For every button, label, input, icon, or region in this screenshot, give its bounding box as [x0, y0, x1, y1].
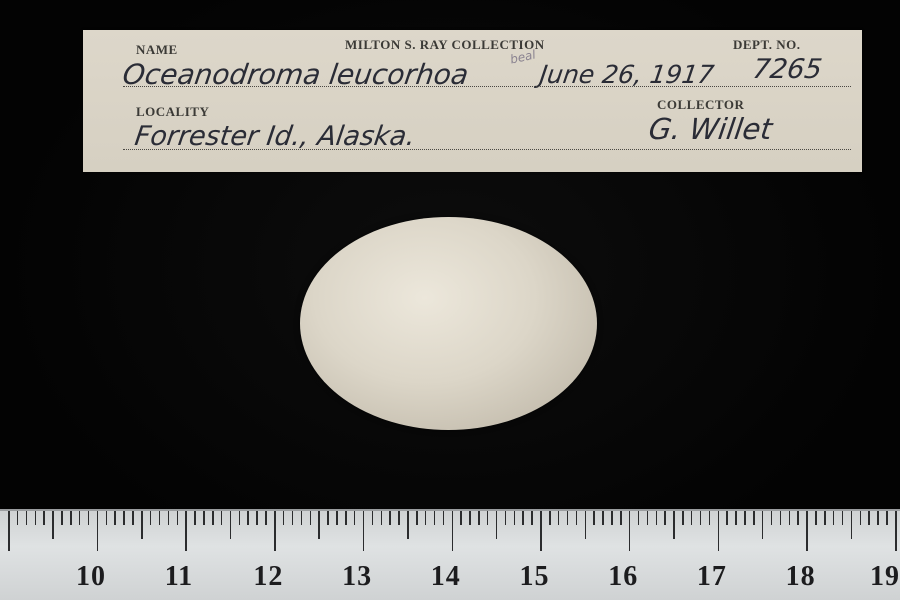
- ruler-tick: [443, 511, 445, 525]
- ruler-tick: [185, 511, 187, 551]
- collection-heading: MILTON S. RAY COLLECTION: [345, 37, 545, 52]
- ruler-number: 19: [870, 561, 900, 592]
- ruler-tick: [203, 511, 205, 525]
- ruler-tick: [398, 511, 400, 525]
- ruler-number: 17: [696, 561, 727, 592]
- ruler-tick: [691, 511, 693, 525]
- ruler-tick: [141, 511, 143, 539]
- ruler-tick: [97, 511, 99, 551]
- ruler-tick: [265, 511, 267, 525]
- ruler-tick: [771, 511, 773, 525]
- ruler-tick: [460, 511, 462, 525]
- ruler-tick: [505, 511, 507, 525]
- ruler-tick: [212, 511, 214, 525]
- ruler-tick: [656, 511, 658, 525]
- ruler-tick: [159, 511, 161, 525]
- ruler-tick: [434, 511, 436, 525]
- ruler-tick: [709, 511, 711, 525]
- ruler-tick: [700, 511, 702, 525]
- ruler-tick: [79, 511, 81, 525]
- collector-heading: COLLECTOR: [657, 97, 745, 112]
- dept-number: 7265: [750, 54, 824, 85]
- ruler-tick: [283, 511, 285, 525]
- ruler-tick: [256, 511, 258, 525]
- ruler-tick: [372, 511, 374, 525]
- ruler-tick: [780, 511, 782, 525]
- ruler-tick: [177, 511, 179, 525]
- ruler-tick: [230, 511, 232, 539]
- ruler-tick: [26, 511, 28, 525]
- ruler-tick: [301, 511, 303, 525]
- ruler-tick: [833, 511, 835, 525]
- ruler-tick: [389, 511, 391, 525]
- ruler-tick: [35, 511, 37, 525]
- ruler-tick: [540, 511, 542, 551]
- ruler-tick: [8, 511, 10, 551]
- ruler-tick: [43, 511, 45, 525]
- ruler-number: 16: [608, 561, 639, 592]
- ruler-number: 15: [519, 561, 550, 592]
- ruler-tick: [673, 511, 675, 539]
- ruler-number: 11: [164, 561, 194, 592]
- ruler-tick: [318, 511, 320, 539]
- ruler-tick: [567, 511, 569, 525]
- ruler-tick: [52, 511, 54, 539]
- ruler-tick: [531, 511, 533, 525]
- ruler-tick: [114, 511, 116, 525]
- ruler-tick: [274, 511, 276, 551]
- ruler-tick: [70, 511, 72, 525]
- ruler-tick: [744, 511, 746, 525]
- ruler-tick: [336, 511, 338, 525]
- ruler-tick: [132, 511, 134, 525]
- ruler-tick: [469, 511, 471, 525]
- ruler-tick: [585, 511, 587, 539]
- ruler-tick: [514, 511, 516, 525]
- ruler-tick: [824, 511, 826, 525]
- ruler-number: 13: [342, 561, 373, 592]
- ruler-number: 12: [253, 561, 284, 592]
- ruler-tick: [797, 511, 799, 525]
- collection-date: June 26, 1917: [537, 60, 716, 89]
- ruler-tick: [239, 511, 241, 525]
- ruler-tick: [602, 511, 604, 525]
- ruler-tick: [762, 511, 764, 539]
- ruler-tick: [247, 511, 249, 525]
- ruler-tick: [868, 511, 870, 525]
- ruler-tick: [558, 511, 560, 525]
- locality-dotted-line: [123, 149, 851, 150]
- specimen-label-card: [83, 30, 862, 172]
- measurement-ruler: [0, 509, 900, 600]
- ruler-tick: [789, 511, 791, 525]
- dept-heading: DEPT. NO.: [733, 37, 801, 52]
- ruler-number: 18: [785, 561, 816, 592]
- ruler-tick: [416, 511, 418, 525]
- ruler-tick: [61, 511, 63, 525]
- ruler-tick: [682, 511, 684, 525]
- ruler-tick: [327, 511, 329, 525]
- ruler-tick: [407, 511, 409, 539]
- ruler-tick: [726, 511, 728, 525]
- ruler-tick: [487, 511, 489, 525]
- ruler-tick: [815, 511, 817, 525]
- ruler-tick: [851, 511, 853, 539]
- ruler-tick: [593, 511, 595, 525]
- ruler-tick: [292, 511, 294, 525]
- collector-value: G. Willet: [646, 112, 775, 146]
- ruler-number: 14: [430, 561, 461, 592]
- ruler-tick: [345, 511, 347, 525]
- ruler-tick: [620, 511, 622, 525]
- locality-value: Forrester Id., Alaska.: [132, 121, 418, 152]
- name-dotted-line: [123, 86, 851, 87]
- ruler-number: 10: [76, 561, 106, 592]
- ruler-tick: [522, 511, 524, 525]
- ruler-tick: [425, 511, 427, 525]
- ruler-tick: [310, 511, 312, 525]
- ruler-tick: [806, 511, 808, 551]
- ruler-tick: [576, 511, 578, 525]
- ruler-tick: [354, 511, 356, 525]
- ruler-tick: [363, 511, 365, 551]
- ruler-tick: [895, 511, 897, 551]
- ruler-tick: [88, 511, 90, 525]
- ruler-tick: [611, 511, 613, 525]
- ruler-tick: [106, 511, 108, 525]
- name-heading: NAME: [136, 42, 178, 57]
- ruler-tick: [496, 511, 498, 539]
- ruler-tick: [629, 511, 631, 551]
- egg-specimen: [300, 217, 597, 430]
- ruler-tick: [718, 511, 720, 551]
- ruler-tick: [221, 511, 223, 525]
- ruler-tick: [549, 511, 551, 525]
- ruler-tick: [381, 511, 383, 525]
- ruler-tick: [17, 511, 19, 525]
- locality-heading: LOCALITY: [136, 104, 210, 119]
- ruler-tick: [860, 511, 862, 525]
- ruler-tick: [877, 511, 879, 525]
- ruler-tick: [150, 511, 152, 525]
- ruler-tick: [123, 511, 125, 525]
- ruler-tick: [735, 511, 737, 525]
- ruler-tick: [664, 511, 666, 525]
- ruler-tick: [478, 511, 480, 525]
- species-name: Oceanodroma leucorhoa: [120, 58, 471, 91]
- pencil-annotation: beal: [508, 47, 537, 67]
- ruler-tick: [168, 511, 170, 525]
- ruler-tick: [842, 511, 844, 525]
- ruler-tick: [753, 511, 755, 525]
- ruler-tick: [452, 511, 454, 551]
- ruler-tick: [638, 511, 640, 525]
- ruler-tick: [194, 511, 196, 525]
- ruler-tick: [647, 511, 649, 525]
- ruler-tick: [886, 511, 888, 525]
